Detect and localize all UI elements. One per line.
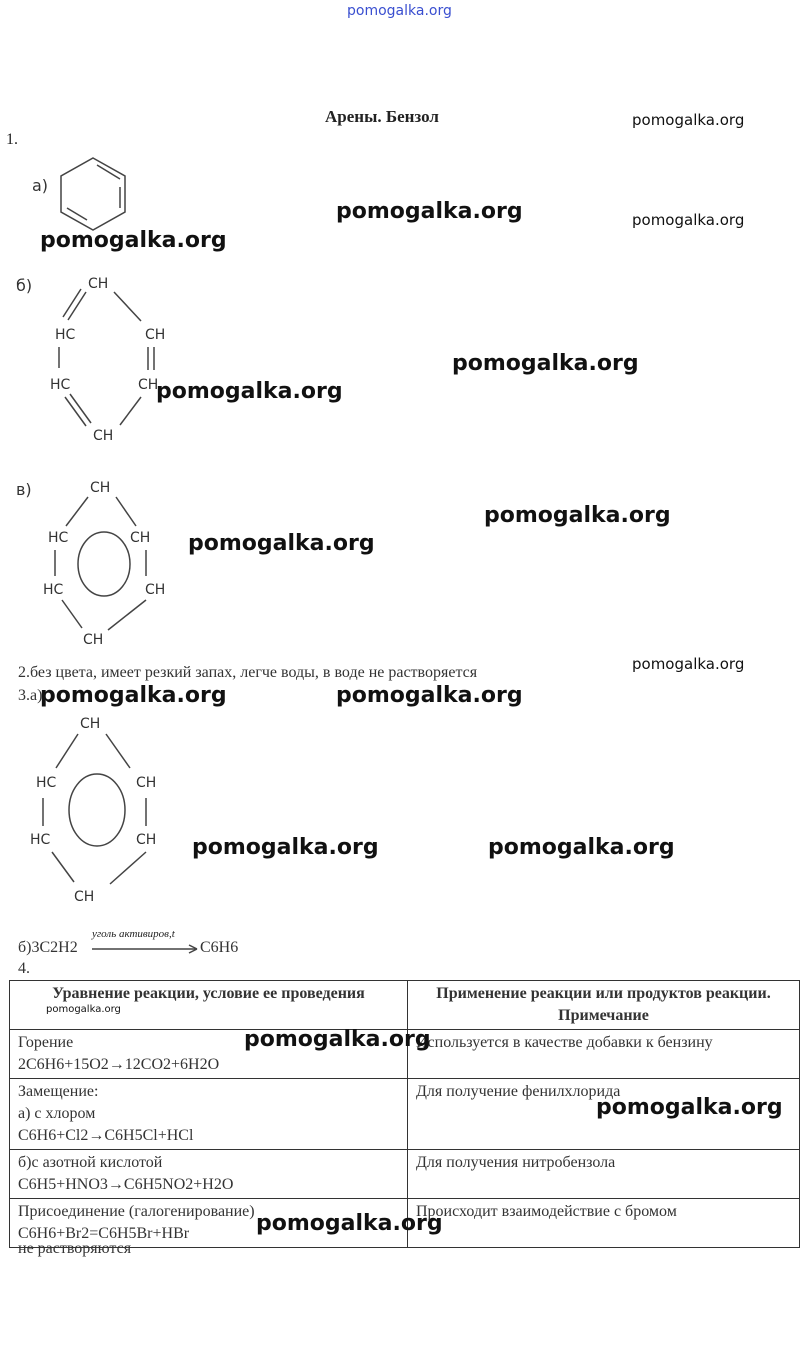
site-link[interactable]: pomogalka.org [347, 3, 452, 19]
atom-label: CH [80, 716, 101, 732]
atom-label: HC [30, 832, 51, 848]
cell-line: C6H6+Br2=C6H5Br+HBr [18, 1225, 190, 1242]
table-cell: Для получения нитробензола [408, 1150, 800, 1199]
atom-label: HC [48, 530, 69, 546]
watermark: pomogalka.org [452, 351, 639, 376]
watermark: pomogalka.org [336, 199, 523, 224]
table-header-row [10, 981, 800, 1030]
atom-label: CH [93, 428, 114, 444]
atom-label: CH [136, 832, 157, 848]
table-cell: Происходит взаимодействие с бромом [408, 1199, 800, 1248]
structure-b-label: б) [16, 276, 33, 295]
cell-line: Горение [18, 1034, 74, 1051]
page-title: Арены. Бензол [325, 107, 439, 126]
watermark: pomogalka.org [256, 1211, 443, 1236]
watermark: pomogalka.org [336, 683, 523, 708]
atom-label: CH [138, 377, 159, 393]
atom-label: CH [130, 530, 151, 546]
table-cell: Для получение фенилхлорида [408, 1079, 800, 1150]
question-3-label: 3.а) [18, 687, 43, 704]
equation-right: C6H6 [200, 939, 239, 956]
atom-label: HC [55, 327, 76, 343]
atom-label: HC [36, 775, 57, 791]
watermark: pomogalka.org [632, 211, 745, 229]
atom-label: CH [83, 632, 104, 648]
structure-a-label: а) [32, 176, 49, 195]
table-cell: Используется в качестве добавки к бензину [408, 1030, 800, 1079]
atom-label: CH [136, 775, 157, 791]
watermark: pomogalka.org [40, 683, 227, 708]
footer-text: не растворяются [18, 1240, 132, 1257]
table-row [10, 1150, 800, 1199]
table-header-cell: Применение реакции или продуктов реакции. Примечание [408, 981, 800, 1030]
watermark: pomogalka.org [156, 379, 343, 404]
equation-left: б)3C2H2 [18, 939, 78, 956]
atom-label: CH [74, 889, 95, 905]
watermark: pomogalka.org [596, 1095, 783, 1120]
watermark: pomogalka.org [632, 655, 745, 673]
atom-label: CH [145, 327, 166, 343]
equation-condition: уголь активиров,t [92, 928, 175, 940]
atom-label: CH [90, 480, 111, 496]
watermark: pomogalka.org [244, 1027, 431, 1052]
watermark: pomogalka.org [46, 1004, 121, 1015]
cell-line: C6H5+HNO3→C6H5NO2+H2O [18, 1176, 234, 1193]
cell-line: C6H6+Cl2→C6H5Cl+HCl [18, 1127, 194, 1144]
cell-line: б)с азотной кислотой [18, 1154, 163, 1171]
watermark: pomogalka.org [484, 503, 671, 528]
cell-line: Присоединение (галогенирование) [18, 1203, 255, 1220]
cell-line: 2C6H6+15O2→12CO2+6H2O [18, 1056, 220, 1073]
question-4-number: 4. [18, 960, 30, 977]
watermark: pomogalka.org [192, 835, 379, 860]
watermark: pomogalka.org [632, 111, 745, 129]
atom-label: HC [43, 582, 64, 598]
structure-v-label: в) [16, 480, 32, 499]
atom-label: CH [145, 582, 166, 598]
table-cell [10, 1150, 408, 1199]
cell-line: Замещение: [18, 1083, 99, 1100]
cell-line: а) с хлором [18, 1105, 96, 1122]
question-2-answer: 2.без цвета, имеет резкий запах, легче воды, в воде не растворяется [18, 664, 478, 681]
watermark: pomogalka.org [188, 531, 375, 556]
atom-label: HC [50, 377, 71, 393]
watermark: pomogalka.org [488, 835, 675, 860]
atom-label: CH [88, 276, 109, 292]
table-header-cell: Уравнение реакции, условие ее проведения [10, 981, 408, 1030]
reaction-arrow-icon [92, 944, 200, 954]
watermark: pomogalka.org [40, 228, 227, 253]
table-cell [10, 1079, 408, 1150]
question-1-number: 1. [6, 131, 18, 148]
